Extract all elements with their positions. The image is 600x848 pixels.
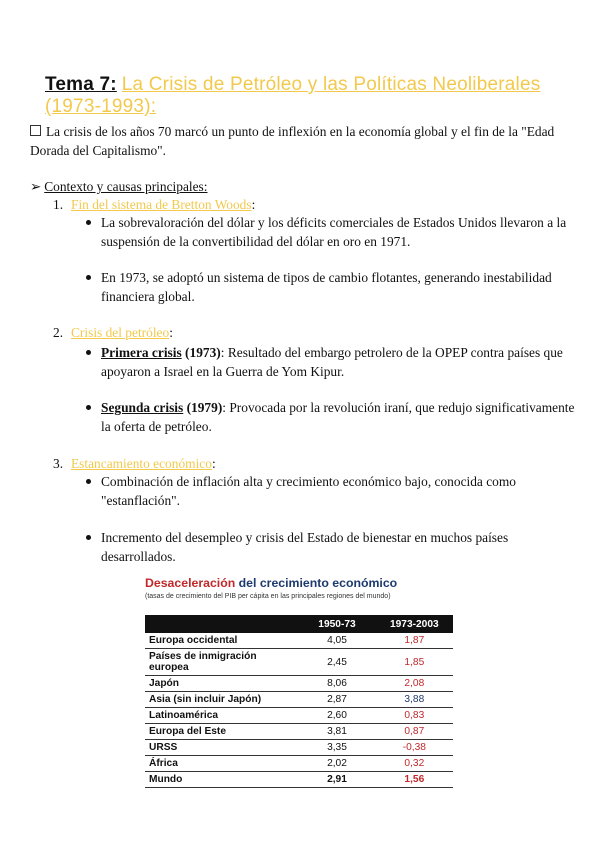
bullet-icon: [86, 350, 91, 355]
region-cell: Europa occidental: [145, 633, 298, 649]
context-heading: [30, 178, 208, 196]
column-header: [145, 615, 298, 633]
value-1950-73: 3,35: [298, 740, 375, 756]
section-title: Estancamiento económico: [71, 456, 212, 471]
value-1973-2003: 1,85: [376, 649, 453, 676]
table-row: [145, 756, 453, 772]
arrow-bullet-icon: ➢: [30, 179, 42, 194]
value-1973-2003: 0,87: [376, 724, 453, 740]
section-number: 1.: [53, 197, 64, 212]
region-cell: URSS: [145, 740, 298, 756]
bullet-bold-term: Primera crisis: [101, 345, 182, 360]
figure-title: [145, 576, 457, 590]
section-number: 3.: [53, 456, 64, 471]
table-row: [145, 772, 453, 788]
list-item: [86, 343, 586, 381]
list-item: [86, 268, 586, 306]
bullet-text: Incremento del desempleo y crisis del Estado de bienestar en muchos países desarrollados.: [101, 530, 509, 564]
value-1973-2003: 2,08: [376, 676, 453, 692]
checkbox-icon: [30, 125, 41, 136]
context-label: Contexto y causas principales:: [44, 179, 208, 194]
value-1950-73: 3,81: [298, 724, 375, 740]
table-row: [145, 740, 453, 756]
bullet-year: (1973): [181, 345, 221, 360]
region-cell: Asia (sin incluir Japón): [145, 692, 298, 708]
column-header: 1950-73: [298, 615, 375, 633]
value-1950-73: 8,06: [298, 676, 375, 692]
growth-table: [145, 615, 453, 788]
value-1950-73: 2,60: [298, 708, 375, 724]
value-1973-2003: 0,83: [376, 708, 453, 724]
bullet-icon: [86, 405, 91, 410]
value-1973-2003: 1,87: [376, 633, 453, 649]
value-1950-73: 2,02: [298, 756, 375, 772]
section-colon: :: [211, 456, 216, 471]
figure-subtitle: (tasas de crecimiento del PIB per cápita en las principales regiones del mundo): [145, 593, 391, 600]
table-row: [145, 724, 453, 740]
list-item: [86, 472, 586, 510]
figure-title-highlight: Desaceleración: [145, 576, 236, 590]
section-colon: :: [169, 325, 173, 340]
region-cell: Japón: [145, 676, 298, 692]
value-1973-2003: 3,88: [376, 692, 453, 708]
bullet-text: [101, 398, 586, 436]
bullet-text: En 1973, se adoptó un sistema de tipos de cambio flotantes, generando inestabilidad financiera global.: [101, 270, 552, 304]
table-row: [145, 649, 453, 676]
table-row: [145, 708, 453, 724]
value-1973-2003: 0,32: [376, 756, 453, 772]
value-1950-73: 2,91: [298, 772, 375, 788]
bullet-text: [101, 343, 586, 381]
section-colon: :: [251, 197, 256, 212]
bullet-year: (1979): [183, 400, 223, 415]
bullet-body: : Provocada por la revolución iraní, que redujo significativamente la oferta de petróleo.: [101, 400, 575, 434]
value-1950-73: 2,87: [298, 692, 375, 708]
region-cell: Europa del Este: [145, 724, 298, 740]
section-number: 2.: [53, 325, 64, 340]
table-row: [145, 692, 453, 708]
list-item: [86, 528, 586, 566]
bullet-icon: [86, 275, 91, 280]
column-header: 1973-2003: [376, 615, 453, 633]
region-cell: Latinoamérica: [145, 708, 298, 724]
region-cell: Mundo: [145, 772, 298, 788]
section-heading-3: [53, 455, 216, 473]
bullet-icon: [86, 535, 91, 540]
intro-paragraph: [30, 122, 590, 160]
bullet-bold-term: Segunda crisis: [101, 400, 184, 415]
value-1950-73: 4,05: [298, 633, 375, 649]
table-row: [145, 676, 453, 692]
figure-title-rest: del crecimiento económico: [235, 576, 398, 590]
bullet-icon: [86, 220, 91, 225]
value-1973-2003: -0,38: [376, 740, 453, 756]
table-row: [145, 633, 453, 649]
section-heading-2: [53, 324, 173, 342]
growth-figure: [145, 576, 457, 788]
section-heading-1: [53, 196, 255, 214]
value-1950-73: 2,45: [298, 649, 375, 676]
bullet-body: : Resultado del embargo petrolero de la OPEP contra países que apoyaron a Israel en la Guerra de Yom Kipur.: [101, 345, 563, 379]
title-subtitle: La Crisis de Petróleo y las Políticas Neoliberales (1973-1993):: [45, 74, 541, 117]
section-title: Crisis del petróleo: [71, 325, 170, 340]
page-title: [45, 74, 585, 118]
value-1973-2003: 1,56: [376, 772, 453, 788]
region-cell: África: [145, 756, 298, 772]
section-title: Fin del sistema de Bretton Woods: [71, 197, 252, 212]
list-item: [86, 213, 586, 251]
region-cell: Países de inmigración europea: [145, 649, 298, 676]
intro-text: La crisis de los años 70 marcó un punto de inflexión en la economía global y el fin de la "Edad Dorada del Capitalismo".: [30, 124, 555, 158]
title-label: Tema 7:: [45, 74, 117, 95]
bullet-text: La sobrevaloración del dólar y los déficits comerciales de Estados Unidos llevaron a la suspensión de la convertibilidad del dólar en oro en 1971.: [101, 215, 567, 249]
bullet-text: Combinación de inflación alta y crecimiento económico bajo, conocida como "estanflación".: [101, 474, 516, 508]
bullet-icon: [86, 479, 91, 484]
table-header-row: [145, 615, 453, 633]
list-item: [86, 398, 586, 436]
